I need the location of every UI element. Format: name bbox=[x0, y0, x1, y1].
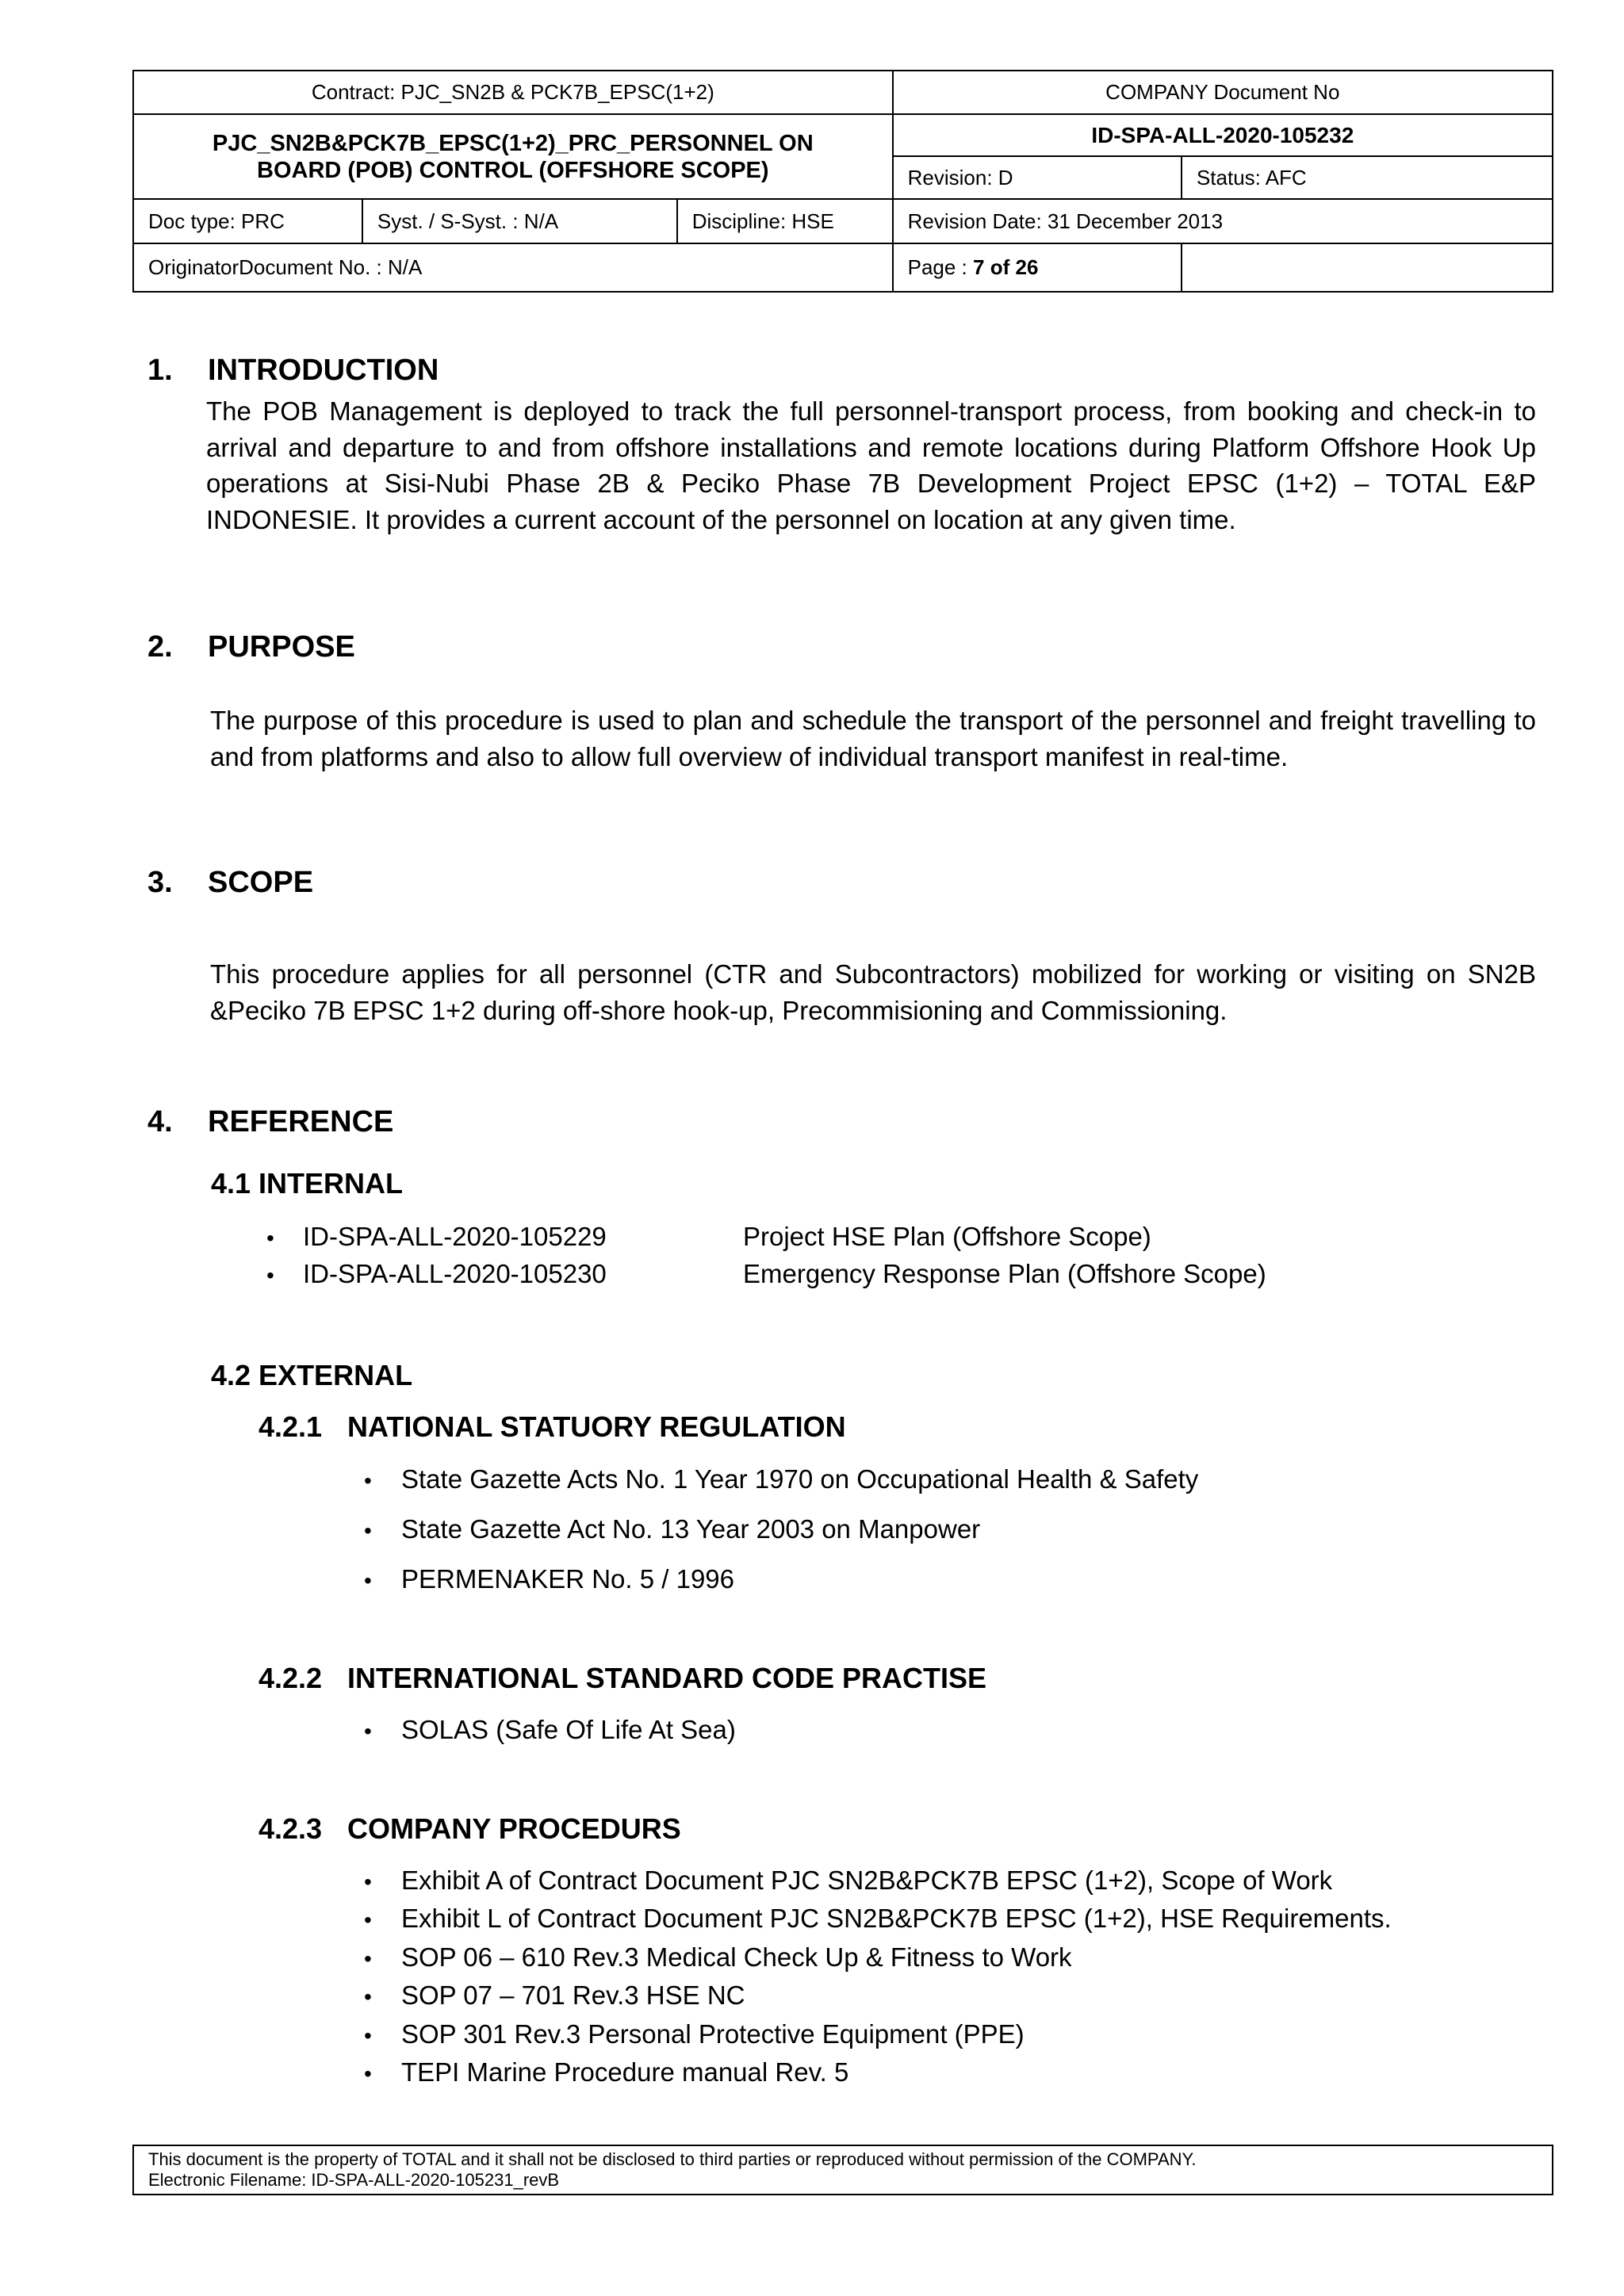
list-item bbox=[364, 1562, 735, 1598]
list-item bbox=[364, 1512, 981, 1548]
document-header-table bbox=[132, 70, 1553, 293]
bullet-icon: • bbox=[364, 1719, 372, 1743]
external-heading: 4.2 EXTERNAL bbox=[211, 1359, 413, 1391]
national-number: 4.2.1 bbox=[259, 1410, 323, 1443]
bullet-icon: • bbox=[364, 1568, 372, 1593]
list-item-text: TEPI Marine Procedure manual Rev. 5 bbox=[401, 2057, 849, 2087]
footer-disclaimer: This document is the property of TOTAL and it shall not be disclosed to third parties or reproduced without permission of the COMPANY. bbox=[148, 2149, 1197, 2169]
list-item: • bbox=[266, 1263, 274, 1288]
document-title: PJC_SN2B&PCK7B_EPSC(1+2)_PRC_PERSONNEL ON BOARD (POB) CONTROL (OFFSHORE SCOPE) bbox=[133, 114, 893, 199]
section-3-title: SCOPE bbox=[208, 866, 314, 899]
international-number: 4.2.2 bbox=[259, 1662, 323, 1694]
list-item bbox=[364, 1901, 1392, 1938]
bullet-icon: • bbox=[364, 1869, 372, 1894]
list-item bbox=[364, 1712, 736, 1749]
revision-date: Revision Date: 31 December 2013 bbox=[893, 199, 1553, 243]
section-2-text: The purpose of this procedure is used to plan and schedule the transport of the personnel and freight travelling to and from platforms and also to allow full overview of individual transport manifest in real-time. bbox=[210, 706, 1536, 771]
list-item bbox=[364, 2055, 849, 2091]
list-item: • bbox=[266, 1226, 274, 1250]
company-doc-label: COMPANY Document No bbox=[893, 71, 1553, 114]
list-item bbox=[364, 1978, 745, 2015]
originator-doc-no: OriginatorDocument No. : N/A bbox=[133, 243, 893, 292]
international-title: INTERNATIONAL STANDARD CODE PRACTISE bbox=[347, 1662, 987, 1694]
bullet-icon: • bbox=[364, 1518, 372, 1543]
list-item-text: SOP 301 Rev.3 Personal Protective Equipment (PPE) bbox=[401, 2019, 1025, 2049]
revision: Revision: D bbox=[893, 156, 1182, 199]
reference-code: ID-SPA-ALL-2020-105230 bbox=[303, 1259, 607, 1288]
reference-desc: Project HSE Plan (Offshore Scope) bbox=[743, 1222, 1151, 1251]
section-2-title: PURPOSE bbox=[208, 630, 355, 664]
footer bbox=[132, 2145, 1553, 2195]
list-item-text: State Gazette Act No. 13 Year 2003 on Manpower bbox=[401, 1514, 981, 1544]
internal-heading: 4.1 INTERNAL bbox=[211, 1167, 404, 1200]
section-2-number: 2. bbox=[147, 630, 173, 664]
list-item bbox=[364, 1462, 1199, 1498]
list-item bbox=[364, 1940, 1072, 1976]
section-3-number: 3. bbox=[147, 866, 173, 899]
bullet-icon: • bbox=[364, 1984, 372, 2010]
list-item-text: SOP 07 – 701 Rev.3 HSE NC bbox=[401, 1980, 745, 2011]
section-1-number: 1. bbox=[147, 354, 173, 387]
list-item-text: State Gazette Acts No. 1 Year 1970 on Occupational Health & Safety bbox=[401, 1464, 1199, 1494]
discipline: Discipline: HSE bbox=[677, 199, 893, 243]
company-number: 4.2.3 bbox=[259, 1812, 323, 1845]
section-3-text: This procedure applies for all personnel (CTR and Subcontractors) mobilized for working or visiting on SN2B &Peciko 7B EPSC 1+2 during off-shore hook-up, Precommisioning and Commissioning. bbox=[210, 959, 1536, 1025]
section-4-title: REFERENCE bbox=[208, 1105, 394, 1138]
footer-filename: Electronic Filename: ID-SPA-ALL-2020-105231_revB bbox=[148, 2170, 560, 2190]
bullet-icon: • bbox=[364, 2061, 372, 2086]
company-doc-number: ID-SPA-ALL-2020-105232 bbox=[893, 114, 1553, 156]
bullet-icon: • bbox=[364, 2022, 372, 2048]
section-1-title: INTRODUCTION bbox=[208, 354, 439, 387]
bullet-icon: • bbox=[364, 1946, 372, 1971]
section-1-text: The POB Management is deployed to track the full personnel-transport process, from booking and check-in to arrival and departure to and from offshore installations and remote locations during Platform Offshore Hook Up operations at Sisi-Nubi Phase 2B & Peciko Phase 7B Development Project EPSC (1+2) – TOTAL E&P INDONESIE. It provides a current account of the personnel on location at any given time. bbox=[206, 396, 1536, 534]
page-number: Page : 7 of 26 bbox=[893, 243, 1182, 292]
doc-type: Doc type: PRC bbox=[133, 199, 362, 243]
status: Status: AFC bbox=[1182, 156, 1553, 199]
reference-desc: Emergency Response Plan (Offshore Scope) bbox=[743, 1259, 1266, 1288]
national-title: NATIONAL STATUORY REGULATION bbox=[347, 1410, 846, 1443]
system: Syst. / S-Syst. : N/A bbox=[362, 199, 677, 243]
list-item bbox=[364, 1863, 1333, 1900]
list-item bbox=[364, 2017, 1025, 2053]
list-item-text: Exhibit L of Contract Document PJC SN2B&PCK7B EPSC (1+2), HSE Requirements. bbox=[401, 1904, 1392, 1934]
bullet-icon: • bbox=[364, 1908, 372, 1933]
list-item-text: SOLAS (Safe Of Life At Sea) bbox=[401, 1715, 736, 1744]
empty-cell bbox=[1182, 243, 1553, 292]
company-title: COMPANY PROCEDURS bbox=[347, 1812, 681, 1845]
list-item-text: SOP 06 – 610 Rev.3 Medical Check Up & Fitness to Work bbox=[401, 1942, 1072, 1972]
contract-cell: Contract: PJC_SN2B & PCK7B_EPSC(1+2) bbox=[133, 71, 893, 114]
list-item-text: PERMENAKER No. 5 / 1996 bbox=[401, 1564, 735, 1594]
list-item-text: Exhibit A of Contract Document PJC SN2B&PCK7B EPSC (1+2), Scope of Work bbox=[401, 1866, 1333, 1895]
bullet-icon: • bbox=[364, 1468, 372, 1493]
section-4-number: 4. bbox=[147, 1105, 173, 1138]
reference-code: ID-SPA-ALL-2020-105229 bbox=[303, 1222, 607, 1251]
